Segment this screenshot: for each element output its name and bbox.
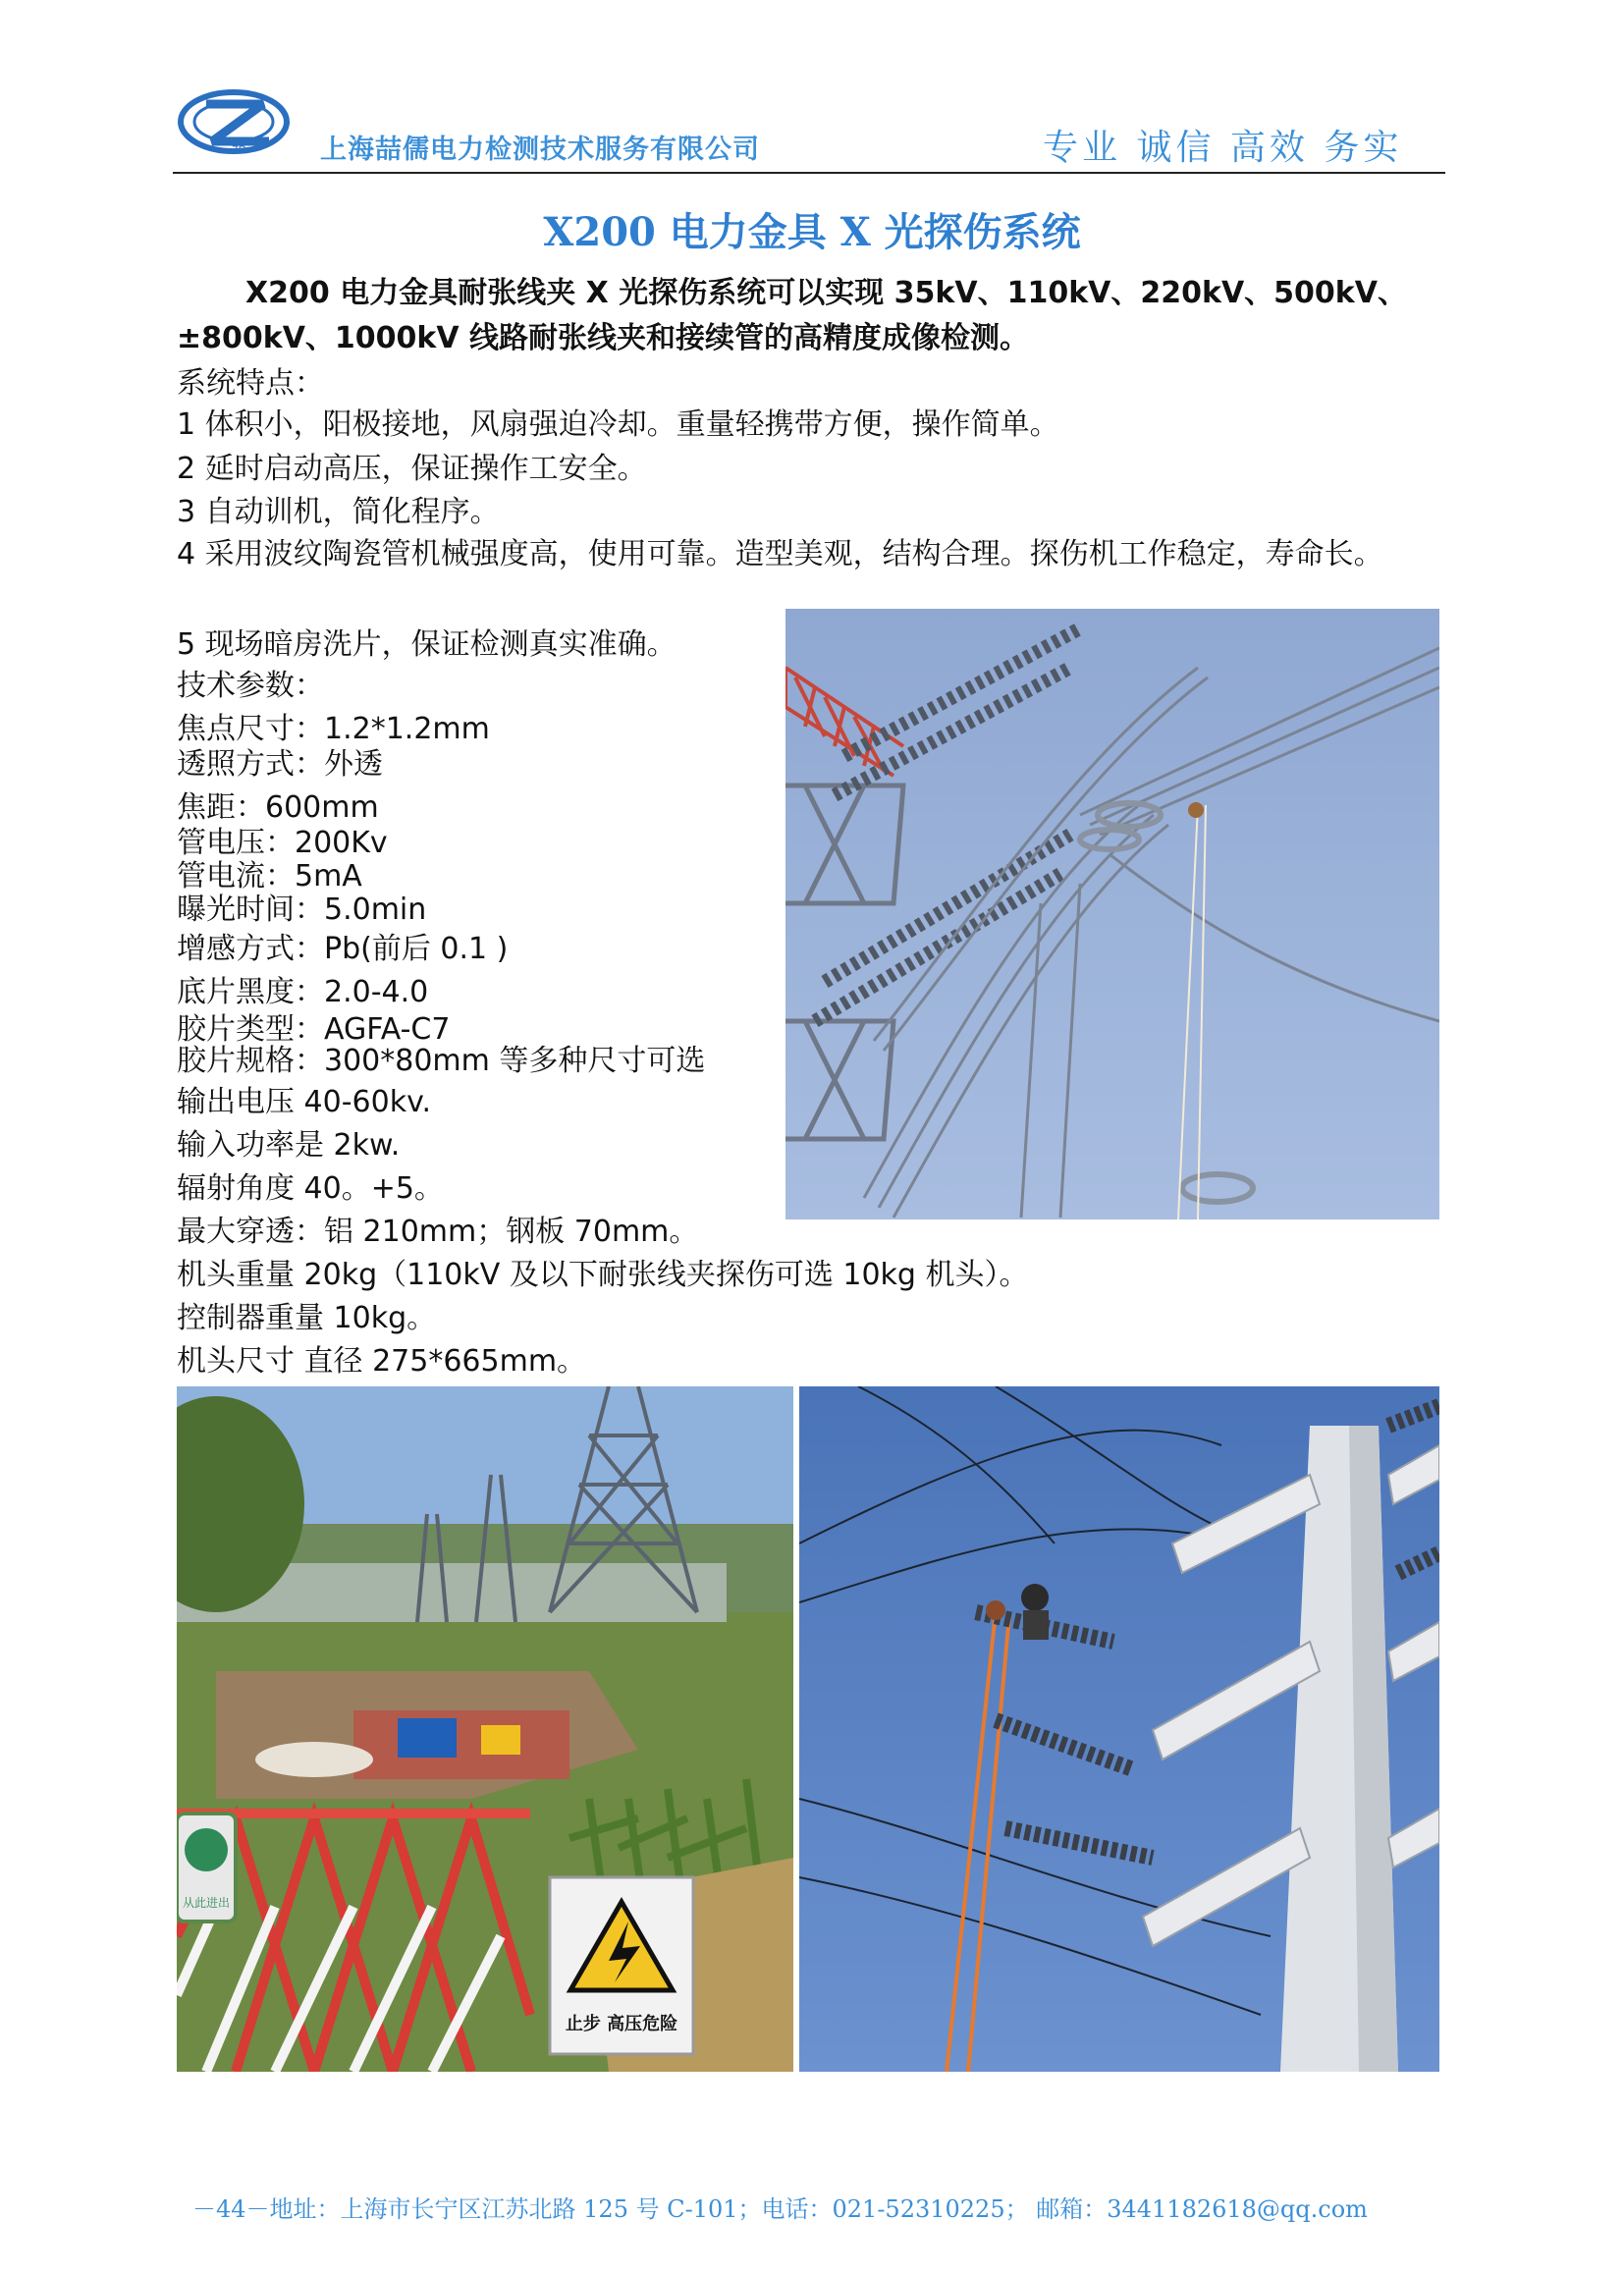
param-item: 增感方式：Pb(前后 0.1 ) (177, 932, 509, 966)
warning-sign (550, 1877, 693, 2054)
params-heading: 技术参数： (177, 669, 324, 703)
photo-steel-pole (799, 1386, 1439, 2072)
feature-item: 2 延时启动高压，保证操作工安全。 (177, 452, 647, 486)
feature-item: 1 体积小，阳极接地，风扇强迫冷却。重量轻携带方便，操作简单。 (177, 407, 1059, 442)
small-sign-text: 从此进出 (182, 1896, 231, 1910)
param-item: 焦距：600mm (177, 790, 379, 825)
warning-sign-text: 止步 高压危险 (565, 2014, 678, 2034)
param-item: 机头重量 20kg（110kV 及以下耐张线夹探伤可选 10kg 机头）。 (177, 1258, 1029, 1292)
header-divider (173, 172, 1445, 174)
photo-tower-insulators (785, 609, 1439, 1219)
logo-text: ZR (232, 144, 246, 156)
photo-field-site (177, 1386, 793, 2072)
param-item: 曝光时间：5.0min (177, 893, 427, 927)
feature-item: 4 采用波纹陶瓷管机械强度高，使用可靠。造型美观，结构合理。探伤机工作稳定，寿命长。 (177, 537, 1383, 571)
footer-contact: －44－地址：上海市长宁区江苏北路 125 号 C-101；电话：021-52310225； 邮箱：3441182618@qq.com (192, 2195, 1368, 2223)
param-item: 输出电压 40-60kv. (177, 1085, 432, 1119)
param-item: 辐射角度 40。+5。 (177, 1171, 444, 1206)
company-motto: 专业 诚信 高效 务实 (1043, 128, 1403, 168)
param-item: 最大穿透：铝 210mm；钢板 70mm。 (177, 1215, 699, 1249)
param-item: 管电压：200Kv (177, 826, 388, 860)
param-item: 控制器重量 10kg。 (177, 1301, 437, 1335)
param-item: 管电流：5mA (177, 859, 362, 893)
intro-paragraph (177, 271, 1445, 361)
intro-text: X200 电力金具耐张线夹 X 光探伤系统可以实现 35kV、110kV、220kV、500kV、±800kV、1000kV 线路耐张线夹和接续管的高精度成像检测。 (177, 276, 1407, 355)
company-logo (177, 86, 293, 157)
param-item: 胶片规格：300*80mm 等多种尺寸可选 (177, 1044, 706, 1078)
features-heading: 系统特点： (177, 366, 324, 401)
feature-item: 5 现场暗房洗片，保证检测真实准确。 (177, 627, 677, 662)
company-name: 上海喆儒电力检测技术服务有限公司 (320, 135, 760, 165)
page-title: X200 电力金具 X 光探伤系统 (543, 209, 1081, 255)
param-item: 焦点尺寸：1.2*1.2mm (177, 712, 490, 746)
param-item: 底片黑度：2.0-4.0 (177, 975, 429, 1009)
param-item: 输入功率是 2kw. (177, 1128, 401, 1163)
param-item: 机头尺寸 直径 275*665mm。 (177, 1344, 587, 1379)
feature-item: 3 自动训机，简化程序。 (177, 495, 500, 529)
param-item: 胶片类型：AGFA-C7 (177, 1012, 451, 1047)
param-item: 透照方式：外透 (177, 747, 383, 782)
